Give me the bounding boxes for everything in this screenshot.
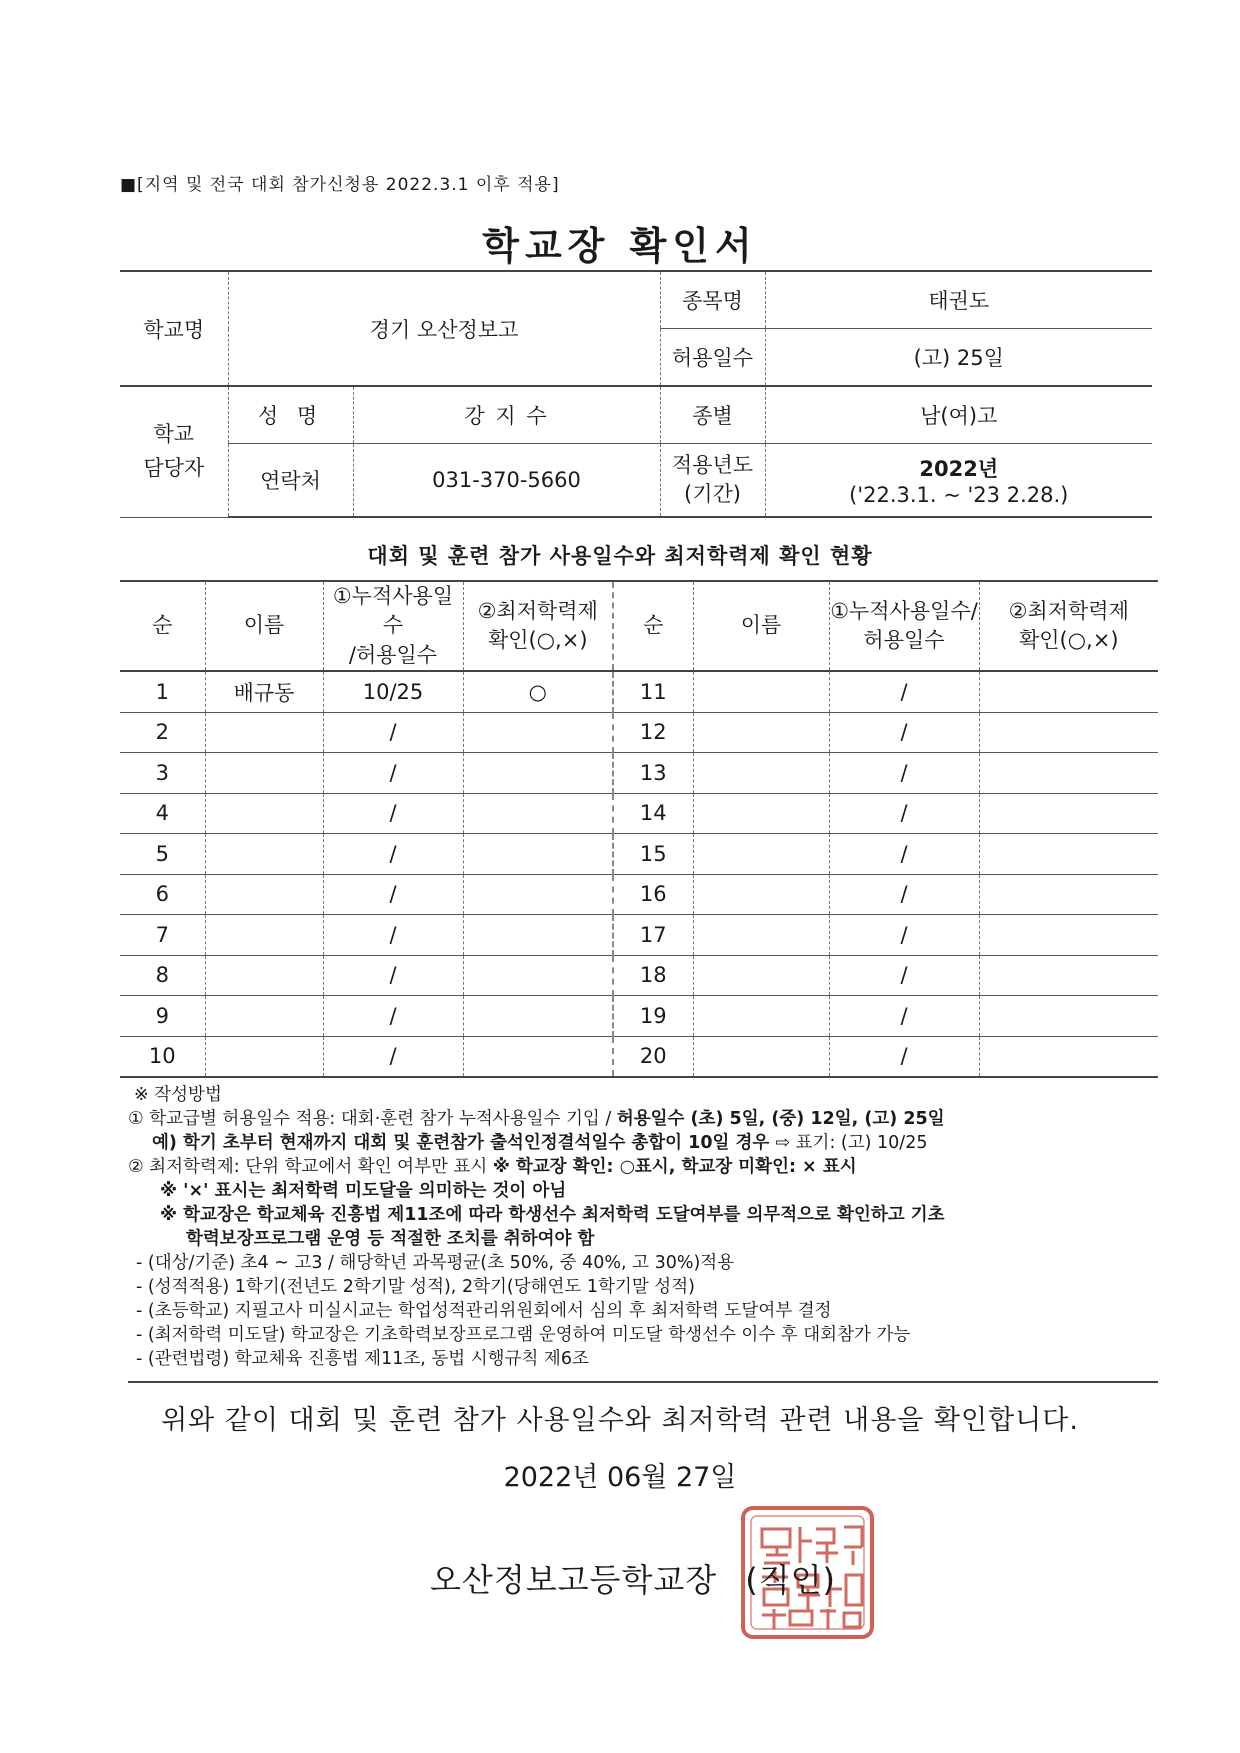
row-check-right xyxy=(979,834,1158,875)
row-days-right: / xyxy=(829,834,979,875)
contact-label: 연락처 xyxy=(228,444,353,518)
type-value: 남(여)고 xyxy=(765,386,1152,444)
row-number: 1 xyxy=(120,671,205,712)
seal-note: (직인) xyxy=(745,1561,837,1599)
row-name xyxy=(205,955,323,996)
row-name-right xyxy=(693,915,829,956)
row-name xyxy=(205,793,323,834)
row-check-right xyxy=(979,712,1158,753)
note-line-11: - (관련법령) 학교체육 진흥법 제11조, 동법 시행규칙 제6조 xyxy=(136,1349,589,1369)
table-row xyxy=(120,874,1158,915)
manager-name-value: 강 지 수 xyxy=(353,386,660,444)
row-number-right: 19 xyxy=(613,996,693,1037)
row-check-right xyxy=(979,996,1158,1037)
note-line-3 xyxy=(128,1155,1158,1179)
row-days: / xyxy=(323,996,463,1037)
row-check-right xyxy=(979,671,1158,712)
row-check xyxy=(463,834,613,875)
manager-name-label: 성 명 xyxy=(228,386,353,444)
year-cell xyxy=(765,444,1152,518)
row-days-right: / xyxy=(829,793,979,834)
row-name xyxy=(205,712,323,753)
row-check xyxy=(463,955,613,996)
note-2-text: 예) 학기 초부터 현재까지 대회 및 훈련참가 출석인정결석일수 총합이 10일 경우 xyxy=(152,1133,776,1153)
row-check xyxy=(463,793,613,834)
row-check-right xyxy=(979,915,1158,956)
sport-value: 태권도 xyxy=(765,271,1152,329)
note-1-text: ① 학교급별 허용일수 적용: 대회·훈련 참가 누적사용일수 기입 / xyxy=(128,1109,617,1129)
col-header-check: ②최저학력제 확인(○,×) xyxy=(463,581,613,671)
row-name-right xyxy=(693,955,829,996)
row-days-right: / xyxy=(829,874,979,915)
col-header-no-right: 순 xyxy=(613,581,693,671)
table-row xyxy=(120,1036,1158,1077)
row-name-right xyxy=(693,1036,829,1077)
row-check-right xyxy=(979,1036,1158,1077)
year-period: ('22.3.1. ~ '23 2.28.) xyxy=(849,483,1069,507)
table-row xyxy=(120,793,1158,834)
allowed-days-value: (고) 25일 xyxy=(765,329,1152,387)
row-number: 8 xyxy=(120,955,205,996)
row-days: / xyxy=(323,915,463,956)
note-line-10: - (최저학력 미도달) 학교장은 기초학력보장프로그램 운영하여 미도달 학생선수 이수 후 대회참가 가능 xyxy=(136,1325,911,1345)
row-days: / xyxy=(323,793,463,834)
notes-divider xyxy=(128,1381,1158,1383)
row-days-right: / xyxy=(829,671,979,712)
table-header-row xyxy=(120,581,1158,671)
row-check xyxy=(463,996,613,1037)
note-1-allowed-days: 허용일수 (초) 5일, (중) 12일, (고) 25일 xyxy=(616,1109,945,1129)
row-check: ○ xyxy=(463,671,613,712)
table-row xyxy=(120,753,1158,794)
row-number-right: 18 xyxy=(613,955,693,996)
row-name-right xyxy=(693,753,829,794)
issue-date: 2022년 06월 27일 xyxy=(503,1462,737,1493)
row-name-right xyxy=(693,712,829,753)
row-check xyxy=(463,1036,613,1077)
row-days-right: / xyxy=(829,753,979,794)
col-header-name-right: 이름 xyxy=(693,581,829,671)
row-name-right xyxy=(693,793,829,834)
row-days: / xyxy=(323,874,463,915)
note-line-5: ※ 학교장은 학교체육 진흥법 제11조에 따라 학생선수 최저학력 도달여부를 의무적으로 확인하고 기초 xyxy=(160,1205,945,1225)
row-number: 10 xyxy=(120,1036,205,1077)
note-line-9: - (초등학교) 지필고사 미실시교는 학업성적관리위원회에서 심의 후 최저학력 도달여부 결정 xyxy=(136,1301,832,1321)
confirmation-statement: 위와 같이 대회 및 훈련 참가 사용일수와 최저학력 관련 내용을 확인합니다. xyxy=(161,1405,1079,1436)
row-days: / xyxy=(323,753,463,794)
row-number-right: 15 xyxy=(613,834,693,875)
row-days-right: / xyxy=(829,712,979,753)
row-name xyxy=(205,753,323,794)
note-line-6: 학력보장프로그램 운영 등 적절한 조치를 취하여야 함 xyxy=(186,1229,595,1249)
note-line-2 xyxy=(152,1131,1158,1155)
row-number-right: 16 xyxy=(613,874,693,915)
row-days-right: / xyxy=(829,996,979,1037)
row-days: / xyxy=(323,955,463,996)
table-row xyxy=(120,915,1158,956)
page-title: 학교장 확인서 xyxy=(482,224,758,268)
row-number-right: 12 xyxy=(613,712,693,753)
participation-table xyxy=(120,580,1158,1078)
note-line-4: ※ '×' 표시는 최저학력 미도달을 의미하는 것이 아님 xyxy=(160,1181,567,1201)
row-number-right: 17 xyxy=(613,915,693,956)
row-name-right xyxy=(693,874,829,915)
col-header-days-right: ①누적사용일수/ 허용일수 xyxy=(829,581,979,671)
school-name-value: 경기 오산정보고 xyxy=(228,271,660,386)
row-number-right: 11 xyxy=(613,671,693,712)
row-name xyxy=(205,1036,323,1077)
col-header-no: 순 xyxy=(120,581,205,671)
row-days: 10/25 xyxy=(323,671,463,712)
row-number: 2 xyxy=(120,712,205,753)
school-info-table xyxy=(120,270,1152,518)
row-number: 9 xyxy=(120,996,205,1037)
writing-instructions xyxy=(128,1083,1158,1383)
form-usage-tag: ■[지역 및 전국 대회 참가신청용 2022.3.1 이후 적용] xyxy=(120,175,560,195)
row-check xyxy=(463,753,613,794)
row-number: 3 xyxy=(120,753,205,794)
row-days: / xyxy=(323,1036,463,1077)
note-line-8: - (성적적용) 1학기(전년도 2학기말 성적), 2학기(당해연도 1학기말 성적) xyxy=(136,1277,695,1297)
row-check-right xyxy=(979,955,1158,996)
contact-value: 031-370-5660 xyxy=(353,444,660,518)
row-number: 5 xyxy=(120,834,205,875)
table-row xyxy=(120,712,1158,753)
row-name-right xyxy=(693,834,829,875)
note-line-1 xyxy=(128,1107,1158,1131)
row-name xyxy=(205,915,323,956)
note-3-mark: ※ 학교장 확인: ○표시, 학교장 미확인: × 표시 xyxy=(492,1157,857,1177)
row-name-right xyxy=(693,996,829,1037)
row-number-right: 20 xyxy=(613,1036,693,1077)
row-check-right xyxy=(979,793,1158,834)
row-check-right xyxy=(979,753,1158,794)
row-check xyxy=(463,712,613,753)
row-number: 6 xyxy=(120,874,205,915)
col-header-name: 이름 xyxy=(205,581,323,671)
row-check xyxy=(463,915,613,956)
section-title: 대회 및 훈련 참가 사용일수와 최저학력제 확인 현황 xyxy=(367,544,873,568)
year-value: 2022년 xyxy=(919,457,999,481)
signer-line xyxy=(430,1555,836,1601)
note-line-7: - (대상/기준) 초4 ~ 고3 / 해당학년 과목평균(초 50%, 중 40%, 고 30%)적용 xyxy=(136,1253,735,1273)
allowed-days-label: 허용일수 xyxy=(660,329,765,387)
manager-label: 학교 담당자 xyxy=(120,386,228,517)
row-days-right: / xyxy=(829,1036,979,1077)
table-row xyxy=(120,834,1158,875)
row-number-right: 13 xyxy=(613,753,693,794)
row-name xyxy=(205,996,323,1037)
row-name-right xyxy=(693,671,829,712)
col-header-days: ①누적사용일수 /허용일수 xyxy=(323,581,463,671)
row-days-right: / xyxy=(829,915,979,956)
row-name: 배규동 xyxy=(205,671,323,712)
sport-label: 종목명 xyxy=(660,271,765,329)
row-check xyxy=(463,874,613,915)
row-check-right xyxy=(979,874,1158,915)
table-row xyxy=(120,955,1158,996)
type-label: 종별 xyxy=(660,386,765,444)
row-number-right: 14 xyxy=(613,793,693,834)
row-name xyxy=(205,834,323,875)
table-row xyxy=(120,671,1158,712)
row-days: / xyxy=(323,712,463,753)
table-row xyxy=(120,996,1158,1037)
principal-title: 오산정보고등학교장 xyxy=(430,1561,718,1599)
row-number: 4 xyxy=(120,793,205,834)
row-number: 7 xyxy=(120,915,205,956)
row-days-right: / xyxy=(829,955,979,996)
row-name xyxy=(205,874,323,915)
row-days: / xyxy=(323,834,463,875)
school-name-label: 학교명 xyxy=(120,271,228,386)
year-label: 적용년도 (기간) xyxy=(660,444,765,518)
notes-heading: ※ 작성방법 xyxy=(134,1085,222,1105)
note-2-example: ⇨ 표기: (고) 10/25 xyxy=(775,1133,928,1153)
note-3-text: ② 최저학력제: 단위 학교에서 확인 여부만 표시 xyxy=(128,1157,493,1177)
col-header-check-right: ②최저학력제 확인(○,×) xyxy=(979,581,1158,671)
